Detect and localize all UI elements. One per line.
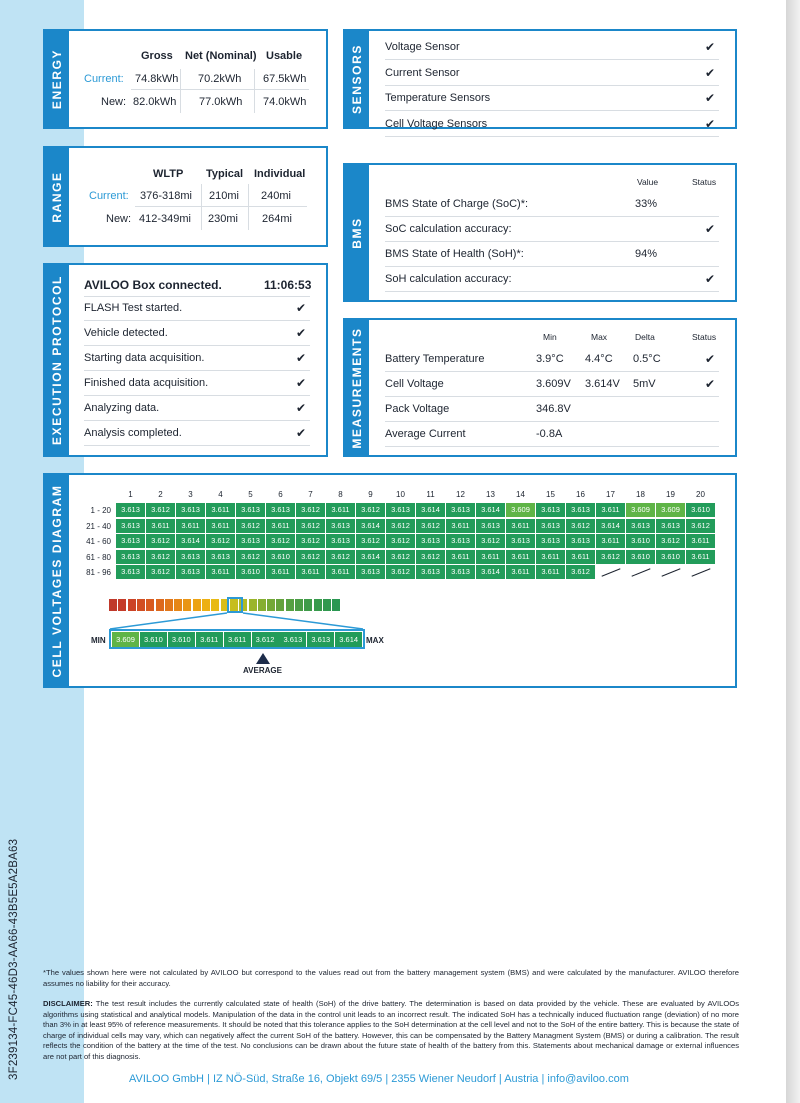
cell-voltage: 3.613 <box>536 534 565 548</box>
cell-voltage: 3.613 <box>446 503 475 517</box>
cell-voltage: 3.612 <box>356 503 385 517</box>
measurement-label: Cell Voltage <box>385 378 444 390</box>
sensor-row-line <box>385 85 719 86</box>
execution-step-label: FLASH Test started. <box>84 302 183 314</box>
cell-voltage: 3.612 <box>476 534 505 548</box>
column-number: 3 <box>188 490 193 499</box>
range-header-wltp: WLTP <box>153 168 184 180</box>
cell-voltage: 3.611 <box>206 503 235 517</box>
cell-voltage: 3.610 <box>686 503 715 517</box>
energy-bar <box>45 31 69 127</box>
measurements-header-min: Min <box>543 332 557 342</box>
execution-step-line <box>84 445 310 446</box>
check-icon: ✔ <box>296 326 307 340</box>
bms-row-line <box>385 291 719 292</box>
cell-voltage: 3.611 <box>596 503 625 517</box>
cell-voltage: 3.612 <box>386 534 415 548</box>
check-icon: ✔ <box>296 376 307 390</box>
cell-voltage: 3.613 <box>326 534 355 548</box>
execution-step-label: Analyzing data. <box>84 402 160 414</box>
row-range-label: 61 - 80 <box>86 552 111 562</box>
cell-voltage: 3.612 <box>146 534 175 548</box>
gradient-segment <box>118 599 126 611</box>
column-number: 10 <box>396 490 405 499</box>
cell-voltage: 3.611 <box>536 550 565 564</box>
cell-voltage: 3.613 <box>536 519 565 533</box>
cell-voltage: 3.612 <box>296 503 325 517</box>
scale-value: 3.613 <box>307 632 334 647</box>
gradient-segment <box>137 599 145 611</box>
range-header-typical: Typical <box>206 168 244 180</box>
execution-header-line <box>84 296 310 297</box>
cell-voltage: 3.611 <box>476 550 505 564</box>
range-current-individual: 240mi <box>261 190 291 202</box>
check-icon: ✔ <box>705 65 716 80</box>
measurement-delta: 0.5°C <box>633 353 661 365</box>
bms-bar <box>345 165 369 300</box>
sensors-panel <box>343 29 737 129</box>
range-col-divider-1 <box>201 184 202 230</box>
measurement-delta: 5mV <box>633 378 656 390</box>
cell-voltage: 3.613 <box>566 503 595 517</box>
cell-voltage: 3.611 <box>176 519 205 533</box>
scale-value: 3.611 <box>196 632 223 647</box>
cell-voltage: 3.614 <box>356 519 385 533</box>
row-range-label: 41 - 60 <box>86 537 111 546</box>
check-icon: ✔ <box>296 301 307 315</box>
measurement-min: 3.609V <box>536 378 571 390</box>
cell-voltage: 3.613 <box>476 519 505 533</box>
cell-voltage: 3.613 <box>446 534 475 548</box>
footnote: *The values shown here were not calculated by AVILOO but correspond to the values read out from the battery management system (BMS) and were calculated by the manufacturer. AVILOO therefore assumes no liability for their accuracy. <box>43 968 739 988</box>
cell-voltage: 3.613 <box>116 503 145 517</box>
cell-voltage: 3.611 <box>686 534 715 548</box>
measurements-header-status: Status <box>692 332 717 342</box>
cell-voltage: 3.609 <box>656 503 685 517</box>
average-label: AVERAGE <box>243 666 282 675</box>
check-icon: ✔ <box>296 426 307 440</box>
cell-voltage: 3.612 <box>236 550 265 564</box>
gradient-segment <box>156 599 164 611</box>
bms-row-label: SoC calculation accuracy: <box>385 223 512 235</box>
column-number: 14 <box>516 490 525 499</box>
gradient-segment <box>146 599 154 611</box>
gradient-highlight-box <box>227 597 243 613</box>
execution-time: 11:06:53 <box>264 278 312 292</box>
check-icon: ✔ <box>296 351 307 365</box>
measurement-min: 346.8V <box>536 403 571 415</box>
bms-row-line <box>385 241 719 242</box>
range-new-individual: 264mi <box>262 213 292 225</box>
check-icon: ✔ <box>705 352 716 366</box>
bms-row-label: BMS State of Charge (SoC)*: <box>385 198 529 210</box>
cell-voltage: 3.613 <box>116 519 145 533</box>
cell-voltage: 3.612 <box>326 550 355 564</box>
range-current-wltp: 376-318mi <box>140 190 192 202</box>
gradient-segment <box>249 599 257 611</box>
cell-voltage: 3.611 <box>296 565 325 579</box>
check-icon: ✔ <box>705 40 716 54</box>
row-range-label: 1 - 20 <box>90 506 111 515</box>
measurement-min: 3.9°C <box>536 353 564 365</box>
column-number: 7 <box>308 490 313 499</box>
cell-voltage: 3.612 <box>686 519 715 533</box>
bms-value-header: Value <box>637 177 659 187</box>
execution-step-label: Finished data acquisition. <box>84 377 209 389</box>
cell-voltage: 3.613 <box>356 565 385 579</box>
execution-step-label: Vehicle detected. <box>84 327 168 339</box>
column-number: 15 <box>546 490 555 499</box>
energy-current-usable: 67.5kWh <box>263 73 307 85</box>
gradient-segment <box>128 599 136 611</box>
energy-title: ENERGY <box>50 48 64 110</box>
scale-value: 3.613 <box>279 632 306 647</box>
cell-diagram-panel <box>43 473 737 688</box>
cell-voltage: 3.610 <box>236 565 265 579</box>
document-id: 3F239134-FC45-46D3-AA66-43B5E5A2BA63 <box>8 838 20 1080</box>
check-icon: ✔ <box>296 401 307 415</box>
column-number: 20 <box>696 490 705 499</box>
gradient-segment <box>193 599 201 611</box>
cell-voltage: 3.613 <box>176 550 205 564</box>
cell-voltage: 3.611 <box>446 550 475 564</box>
measurement-min: -0.8A <box>536 428 563 440</box>
execution-bar <box>45 265 69 455</box>
column-number: 6 <box>278 490 283 499</box>
bms-row-value: 33% <box>635 198 658 210</box>
column-number: 13 <box>486 490 495 499</box>
gradient-segment <box>165 599 173 611</box>
cell-voltage: 3.612 <box>656 534 685 548</box>
bms-title: BMS <box>350 216 364 249</box>
cell-voltage: 3.611 <box>506 519 535 533</box>
measurement-label: Average Current <box>385 428 466 440</box>
cell-voltage: 3.609 <box>506 503 535 517</box>
bms-row-label: BMS State of Health (SoH)*: <box>385 248 524 260</box>
cell-voltage: 3.614 <box>476 503 505 517</box>
bms-row-line <box>385 216 719 217</box>
gradient-segment <box>267 599 275 611</box>
gradient-segment <box>183 599 191 611</box>
cell-voltage: 3.611 <box>536 565 565 579</box>
page-shadow <box>786 0 800 1103</box>
cell-not-available <box>596 565 625 579</box>
cell-not-available <box>626 565 655 579</box>
sensor-row-line <box>385 110 719 111</box>
range-new-label: New: <box>106 213 132 225</box>
execution-step-line <box>84 320 310 321</box>
column-number: 18 <box>636 490 645 499</box>
check-icon: ✔ <box>705 222 716 236</box>
check-icon: ✔ <box>705 91 716 105</box>
row-range-label: 21 - 40 <box>86 521 111 531</box>
cell-voltage: 3.613 <box>416 534 445 548</box>
cell-voltage: 3.611 <box>686 550 715 564</box>
scale-value: 3.614 <box>335 632 362 647</box>
cell-diagram-title: CELL VOLTAGES DIAGRAM <box>50 484 64 677</box>
sensor-row-line <box>385 59 719 60</box>
cell-voltage: 3.612 <box>386 565 415 579</box>
cell-voltage: 3.614 <box>416 503 445 517</box>
execution-panel <box>43 263 328 457</box>
column-number: 5 <box>248 490 253 499</box>
scale-max-label: MAX <box>366 636 384 645</box>
cell-voltage: 3.612 <box>296 519 325 533</box>
measurements-bar <box>345 320 369 455</box>
gradient-segment <box>258 599 266 611</box>
execution-step-line <box>84 395 310 396</box>
footer-address: AVILOO GmbH | IZ NÖ-Süd, Straße 16, Objekt 69/5 | 2355 Wiener Neudorf | Austria | info@aviloo.com <box>129 1073 629 1085</box>
cell-diagram-bar <box>45 475 69 686</box>
cell-voltage: 3.610 <box>626 534 655 548</box>
column-number: 12 <box>456 490 465 499</box>
energy-new-net: 77.0kWh <box>199 96 243 108</box>
cell-voltage: 3.611 <box>146 519 175 533</box>
column-number: 17 <box>606 490 615 499</box>
measurements-header-delta: Delta <box>635 332 655 342</box>
energy-current-label: Current: <box>84 73 124 85</box>
cell-voltage: 3.613 <box>236 534 265 548</box>
cell-voltage: 3.609 <box>626 503 655 517</box>
cell-voltage: 3.612 <box>566 519 595 533</box>
energy-new-label: New: <box>101 96 127 108</box>
range-bar <box>45 148 69 245</box>
energy-header-net: Net (Nominal) <box>185 50 257 62</box>
measurement-row-line <box>385 396 719 397</box>
measurement-row-line <box>385 371 719 372</box>
energy-col-divider-1 <box>180 69 181 113</box>
column-number: 2 <box>158 490 163 499</box>
execution-step-line <box>84 345 310 346</box>
gradient-segment <box>202 599 210 611</box>
cell-voltage: 3.613 <box>116 550 145 564</box>
range-col-divider-2 <box>248 184 249 230</box>
range-new-typical: 230mi <box>208 213 238 225</box>
execution-step-label: Analysis completed. <box>84 427 182 439</box>
column-number: 1 <box>128 490 133 499</box>
cell-voltage: 3.612 <box>386 550 415 564</box>
gradient-segment <box>304 599 312 611</box>
cell-voltage: 3.613 <box>116 534 145 548</box>
range-current-label: Current: <box>89 190 129 202</box>
cell-voltage: 3.612 <box>386 519 415 533</box>
check-icon: ✔ <box>705 377 716 391</box>
column-number: 16 <box>576 490 585 499</box>
cell-voltage: 3.612 <box>296 550 325 564</box>
scale-min-label: MIN <box>91 636 106 645</box>
cell-voltage: 3.612 <box>146 565 175 579</box>
cell-voltage: 3.611 <box>506 550 535 564</box>
energy-current-net: 70.2kWh <box>198 73 242 85</box>
cell-voltage: 3.611 <box>566 550 595 564</box>
cell-voltage: 3.613 <box>176 565 205 579</box>
disclaimer-label: DISCLAIMER: <box>43 999 93 1008</box>
cell-voltage: 3.612 <box>296 534 325 548</box>
cell-voltage: 3.612 <box>356 534 385 548</box>
range-row-divider <box>135 206 307 207</box>
scale-value: 3.612 <box>252 632 279 647</box>
measurement-label: Pack Voltage <box>385 403 450 415</box>
range-title: RANGE <box>50 170 64 223</box>
cell-voltage: 3.610 <box>266 550 295 564</box>
cell-voltage: 3.613 <box>266 503 295 517</box>
bms-panel <box>343 163 737 302</box>
energy-current-gross: 74.8kWh <box>135 73 179 85</box>
gradient-segment <box>323 599 331 611</box>
sensor-label: Cell Voltage Sensors <box>385 117 488 130</box>
check-icon: ✔ <box>705 116 716 131</box>
cell-voltage: 3.611 <box>596 534 625 548</box>
energy-header-gross: Gross <box>141 50 173 62</box>
energy-new-gross: 82.0kWh <box>133 96 177 108</box>
execution-step-line <box>84 370 310 371</box>
cell-voltage: 3.612 <box>566 565 595 579</box>
cell-voltage: 3.613 <box>626 519 655 533</box>
execution-header: AVILOO Box connected. <box>84 278 222 292</box>
cell-voltage: 3.612 <box>236 519 265 533</box>
cell-not-available <box>656 565 685 579</box>
cell-voltage: 3.611 <box>206 519 235 533</box>
sensor-row-line <box>385 136 719 137</box>
energy-new-usable: 74.0kWh <box>263 96 307 108</box>
cell-voltage: 3.614 <box>596 519 625 533</box>
gradient-segment <box>174 599 182 611</box>
column-number: 19 <box>666 490 675 499</box>
row-range-label: 81 - 96 <box>86 568 111 577</box>
cell-voltage: 3.611 <box>266 565 295 579</box>
cell-voltage: 3.613 <box>446 565 475 579</box>
measurements-title: MEASUREMENTS <box>350 326 364 449</box>
energy-col-divider-2 <box>254 69 255 113</box>
cell-voltage: 3.613 <box>656 519 685 533</box>
cell-voltage: 3.614 <box>176 534 205 548</box>
cell-voltage: 3.613 <box>416 565 445 579</box>
gradient-segment <box>314 599 322 611</box>
gradient-segment <box>211 599 219 611</box>
measurement-row-line <box>385 446 719 447</box>
cell-voltage: 3.612 <box>416 550 445 564</box>
column-number: 8 <box>338 490 343 499</box>
cell-voltage: 3.613 <box>116 565 145 579</box>
cell-voltage: 3.611 <box>266 519 295 533</box>
sensors-bar <box>345 31 369 127</box>
scale-value: 3.611 <box>224 632 251 647</box>
cell-voltage: 3.611 <box>206 565 235 579</box>
sensors-title: SENSORS <box>350 44 364 114</box>
cell-voltage: 3.612 <box>596 550 625 564</box>
column-number: 4 <box>218 490 223 499</box>
measurement-label: Battery Temperature <box>385 353 485 365</box>
range-panel <box>43 146 328 247</box>
cell-voltage: 3.613 <box>566 534 595 548</box>
gradient-segment <box>109 599 117 611</box>
cell-voltage: 3.611 <box>326 503 355 517</box>
execution-title: EXECUTION PROTOCOL <box>50 275 64 445</box>
cell-voltage: 3.610 <box>656 550 685 564</box>
column-number: 11 <box>426 490 435 499</box>
cell-voltage: 3.613 <box>536 503 565 517</box>
cell-voltage: 3.612 <box>206 534 235 548</box>
gradient-segment <box>332 599 340 611</box>
energy-panel <box>43 29 328 129</box>
bms-row-label: SoH calculation accuracy: <box>385 273 512 285</box>
cell-voltage: 3.611 <box>446 519 475 533</box>
cell-voltage: 3.613 <box>326 519 355 533</box>
energy-header-usable: Usable <box>266 50 303 62</box>
cell-voltage: 3.613 <box>236 503 265 517</box>
disclaimer <box>43 999 739 1062</box>
measurement-max: 3.614V <box>585 378 620 390</box>
range-header-individual: Individual <box>254 168 306 180</box>
scale-value: 3.609 <box>112 632 139 647</box>
cell-voltage: 3.610 <box>626 550 655 564</box>
range-new-wltp: 412-349mi <box>139 213 191 225</box>
cell-voltage: 3.614 <box>356 550 385 564</box>
cell-not-available <box>686 565 715 579</box>
execution-step-line <box>84 420 310 421</box>
cell-voltage: 3.614 <box>476 565 505 579</box>
measurements-header-max: Max <box>591 332 608 342</box>
execution-step-label: Starting data acquisition. <box>84 352 205 364</box>
check-icon: ✔ <box>705 272 716 286</box>
gradient-segment <box>286 599 294 611</box>
cell-voltage: 3.613 <box>506 534 535 548</box>
bms-status-header: Status <box>692 177 717 187</box>
sensor-label: Temperature Sensors <box>385 92 491 104</box>
cell-voltage: 3.612 <box>266 534 295 548</box>
cell-voltage: 3.613 <box>176 503 205 517</box>
cell-voltage: 3.613 <box>386 503 415 517</box>
cell-voltage: 3.613 <box>206 550 235 564</box>
scale-value: 3.610 <box>140 632 167 647</box>
cell-voltage: 3.612 <box>146 503 175 517</box>
sensor-label: Current Sensor <box>385 66 460 79</box>
gradient-segment <box>276 599 284 611</box>
bms-row-line <box>385 266 719 267</box>
cell-voltage: 3.612 <box>416 519 445 533</box>
range-current-typical: 210mi <box>209 190 239 202</box>
cell-voltage: 3.612 <box>146 550 175 564</box>
sensor-label: Voltage Sensor <box>385 41 460 53</box>
energy-row-divider <box>131 89 309 90</box>
measurement-max: 4.4°C <box>585 353 613 365</box>
cell-voltage: 3.611 <box>506 565 535 579</box>
gradient-segment <box>295 599 303 611</box>
average-marker-icon <box>256 653 270 664</box>
scale-value: 3.610 <box>168 632 195 647</box>
measurements-panel <box>343 318 737 457</box>
column-number: 9 <box>368 490 373 499</box>
measurement-row-line <box>385 421 719 422</box>
bms-row-value: 94% <box>635 248 658 260</box>
disclaimer-text: The test result includes the currently calculated state of health (SoH) of the drive battery. The determination is based on data provided by the vehicle. These are evaluated by AVILOOs algorithms using statistical and analytical models. Manipulation of the data in the control unit leads to an incorrect result. The indicated SoH has a technically induced fluctuation range (deviation) of no more than 3% in at least 95% of reference measurements. It should be noted that this tolerance applies to the SoH determination at the cell level and not to the SoH of the entire battery. This is because the state of charge of individual cells may vary, which can negatively affect the current SoH of the battery. However, this can be compensated by the Battery Managment System (BMS) or during a calibration. The result reflects the condition of the battery at the time of the test. No conclusions can be drawn about the future state of health of the battery from this. Statements about mechanical damage or external influences are not part of this diagnosis. <box>43 999 739 1061</box>
cell-voltage: 3.611 <box>326 565 355 579</box>
